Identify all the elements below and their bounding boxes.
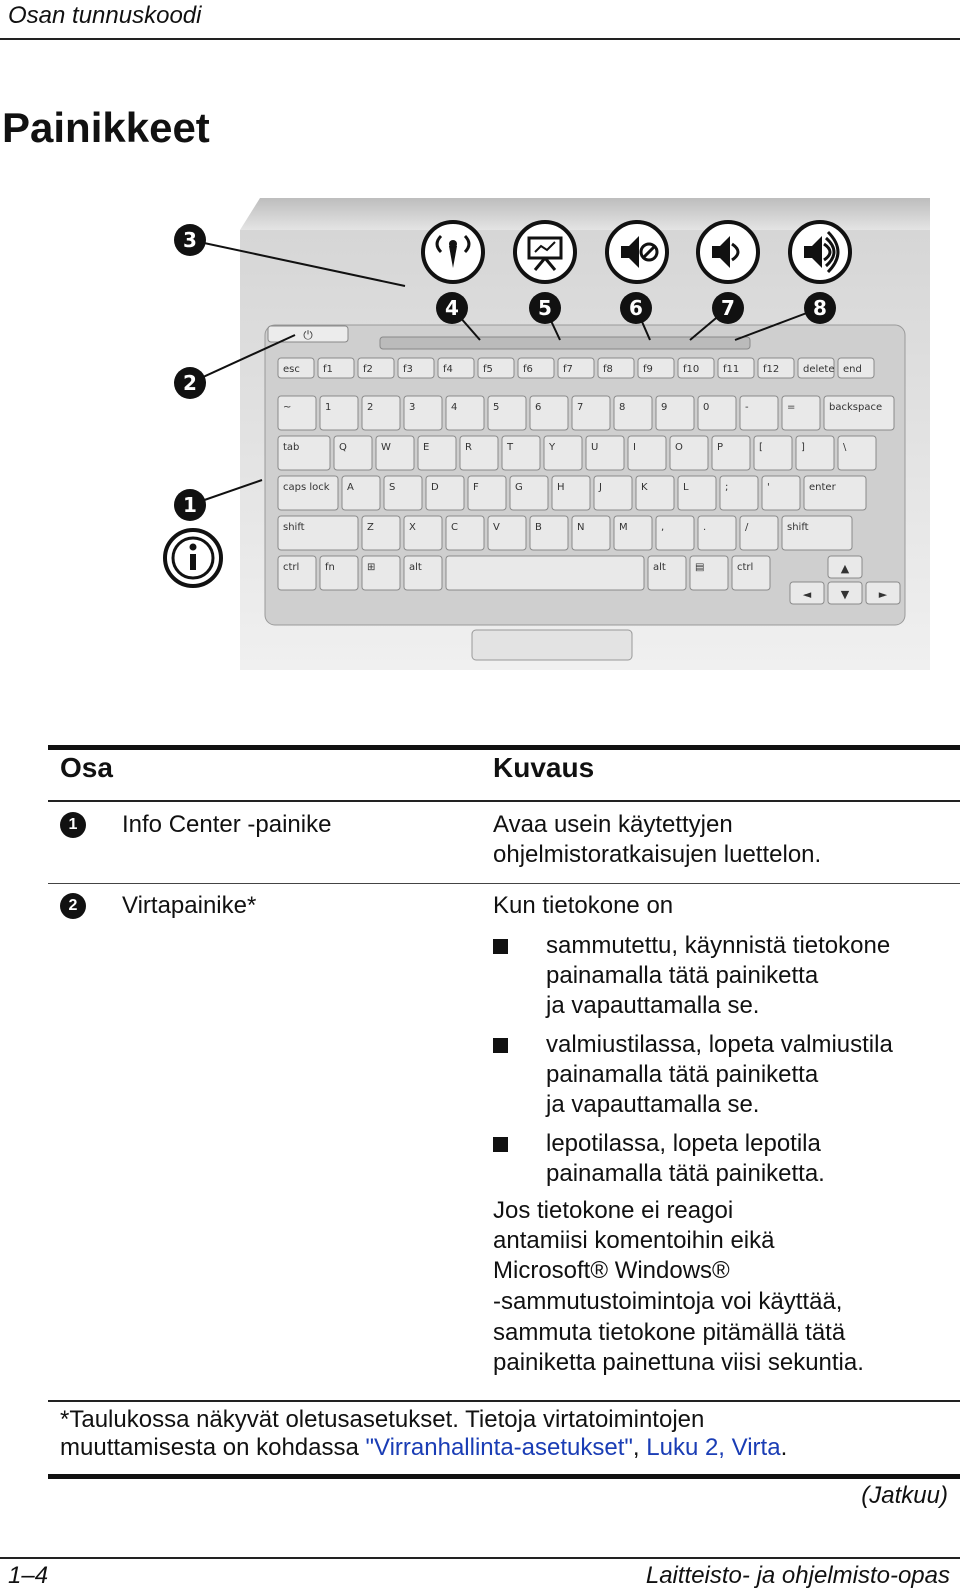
callout-1-label: 1 [183,493,197,517]
callout-6-label: 6 [629,296,643,320]
keyboard-key-label: f1 [323,364,333,375]
callout-3-label: 3 [183,228,197,252]
keyboard-key-label: \ [843,442,847,453]
keyboard-key-label: 6 [535,402,542,413]
keyboard-key-label: / [745,522,749,533]
row-number-2: 2 [60,893,86,919]
arrow-key-glyph: ◄ [802,588,812,601]
keyboard-key-label: alt [409,562,422,573]
keyboard-key-label: f8 [603,364,613,375]
keyboard-key-label: shift [787,522,809,533]
note-line2: antamiisi komentoihin eikä [493,1227,775,1254]
keyboard-key-label: - [745,402,749,413]
keyboard-key-label: shift [283,522,305,533]
note-line5: sammuta tietokone pitämällä tätä [493,1319,846,1346]
keyboard-key-label: L [683,482,689,493]
note-line4: -sammutustoimintoja voi käyttää, [493,1288,843,1315]
row-separator [48,883,960,884]
keyboard-key-label: U [591,442,599,453]
keyboard-key-label: H [557,482,565,493]
column-header-kuvaus: Kuvaus [493,752,595,783]
callout-4-label: 4 [445,296,459,320]
book-title: Laitteisto- ja ohjelmisto-opas [645,1562,950,1589]
keyboard-key-label: f2 [363,364,373,375]
presentation-icon [515,222,575,282]
keyboard-key-label: P [717,442,724,453]
keyboard-key-label: S [389,482,396,493]
table-bottom-rule [48,1474,960,1479]
keyboard-key-label: f7 [563,364,573,375]
keyboard-key-label: 5 [493,402,500,413]
arrow-key-glyph: ▼ [840,588,850,601]
callout-5-label: 5 [538,296,552,320]
keyboard-key-label: f6 [523,364,533,375]
bullet-marker [493,939,508,954]
keyboard-key-label: f10 [683,364,700,375]
keyboard-key-label: F [473,482,479,493]
keyboard-key-label: K [641,482,648,493]
footnote-text: muuttamisesta on kohdassa [60,1434,366,1461]
keyboard-key-label: f11 [723,364,740,375]
keyboard-key-label: 0 [703,402,710,413]
keyboard-key-label: V [493,522,500,533]
power-button-glyph: ⏻ [303,328,313,342]
keyboard-key-label: enter [809,482,836,493]
keyboard-key-label: T [507,442,514,453]
bullet1-line3: ja vapauttamalla se. [546,992,760,1019]
page-number: 1–4 [8,1562,49,1589]
keyboard-key-label: C [451,522,458,533]
callout-8-label: 8 [813,296,827,320]
header-underline [48,800,960,802]
row1-description-line2: ohjelmistoratkaisujen luettelon. [493,841,822,868]
keyboard-key-label: Z [367,522,374,533]
note-line6: painiketta painettuna viisi sekuntia. [493,1349,864,1376]
keyboard-key-label: N [577,522,585,533]
button-strip [380,337,750,349]
keyboard-key-label: M [619,522,628,533]
arrow-key-glyph: ► [878,588,888,601]
keyboard-key-label: 9 [661,402,668,413]
row1-description-line1: Avaa usein käytettyjen [493,811,733,838]
bullet2-line1: valmiustilassa, lopeta valmiustila [546,1031,893,1058]
keyboard-key-label: B [535,522,542,533]
bullet-marker [493,1137,508,1152]
keyboard-key-label: backspace [829,402,883,413]
footnote-rule [48,1400,960,1402]
note-line1: Jos tietokone ei reagoi [493,1197,734,1224]
keyboard-key-label: ' [767,482,770,493]
keyboard-key-label: 7 [577,402,584,413]
keyboard-key-label: fn [325,562,335,573]
footnote-separator: , [632,1434,647,1461]
callout-2-label: 2 [183,371,197,395]
footnote [60,1406,787,1462]
keyboard-key-label: f4 [443,364,453,375]
keyboard-key-label: W [381,442,391,453]
keyboard-key-label: Y [549,442,556,453]
keyboard-key-label: ▤ [695,562,705,573]
note-line3: Microsoft® Windows® [493,1257,730,1284]
row2-part-name: Virtapainike* [122,892,257,919]
footer-rule [0,1557,960,1559]
bullet1-line1: sammutettu, käynnistä tietokone [546,932,891,959]
row2-intro: Kun tietokone on [493,892,674,919]
keyboard-key-label: A [347,482,354,493]
keyboard-key-label: J [599,482,602,493]
info-center-icon-stem [190,554,196,570]
keyboard-key-label: delete [803,364,835,375]
keyboard-key-label: 8 [619,402,626,413]
keyboard-key-label: [ [759,442,763,453]
keyboard-key-label: I [633,442,636,453]
keyboard-key-label: esc [283,364,300,375]
keyboard-key-label: tab [283,442,300,453]
bullet-marker [493,1038,508,1053]
link-virranhallinta-asetukset[interactable]: "Virranhallinta-asetukset" [365,1434,633,1461]
keyboard-key-label: X [409,522,416,533]
keyboard-key-label: alt [653,562,666,573]
keyboard-key-label: f5 [483,364,493,375]
link-luku-2-virta[interactable]: Luku 2, Virta [646,1434,781,1461]
keyboard-key-label: O [675,442,683,453]
keyboard-key-label: caps lock [283,482,330,493]
page-title: Painikkeet [2,104,210,151]
header-rule [0,38,960,40]
arrow-key-glyph: ▲ [840,562,850,575]
keyboard-key-label: E [423,442,430,453]
keyboard-key-label: D [431,482,439,493]
keyboard-key-label: end [843,364,862,375]
continued-label: (Jatkuu) [861,1482,948,1509]
touchpad [472,630,632,660]
keyboard-key-label: ctrl [283,562,300,573]
column-header-osa: Osa [60,752,113,783]
keyboard-key-label: 3 [409,402,416,413]
bullet2-line3: ja vapauttamalla se. [546,1091,760,1118]
keyboard-key-label: 2 [367,402,374,413]
keyboard-key-label: G [515,482,523,493]
footnote-line1: *Taulukossa näkyvät oletusasetukset. Tietoja virtatoimintojen [60,1406,705,1433]
row1-part-name: Info Center -painike [122,811,332,838]
footnote-line2 [60,1434,787,1462]
keyboard-key-label: , [661,522,665,533]
bullet3-line1: lepotilassa, lopeta lepotila [546,1130,821,1157]
footnote-end: . [780,1434,788,1461]
keyboard-key [446,556,644,590]
bullet1-line2: painamalla tätä painiketta [546,962,819,989]
keyboard-key-label: ⊞ [367,562,376,573]
keyboard-key-label: = [787,402,796,413]
keyboard-key-label: Q [339,442,347,453]
keyboard-key-label: 4 [451,402,458,413]
laptop-keyboard-figure [150,190,940,690]
keyboard-key-label: 1 [325,402,332,413]
keyboard-key-label: ] [801,442,805,453]
bullet2-line2: painamalla tätä painiketta [546,1061,819,1088]
callout-7-label: 7 [721,296,735,320]
row-number-1: 1 [60,812,86,838]
keyboard-key-label: f3 [403,364,413,375]
keyboard-key-label: f12 [763,364,780,375]
keyboard-key-label: f9 [643,364,653,375]
keyboard-key-label: . [703,522,707,533]
keyboard-key-label: R [465,442,472,453]
bullet3-line2: painamalla tätä painiketta. [546,1160,825,1187]
keyboard-key-label: ctrl [737,562,754,573]
info-center-icon-dot [190,544,197,551]
keyboard-key-label: ; [725,482,729,493]
keyboard-key-label: ~ [283,402,292,413]
running-head: Osan tunnuskoodi [8,2,202,29]
table-top-rule [48,745,960,750]
